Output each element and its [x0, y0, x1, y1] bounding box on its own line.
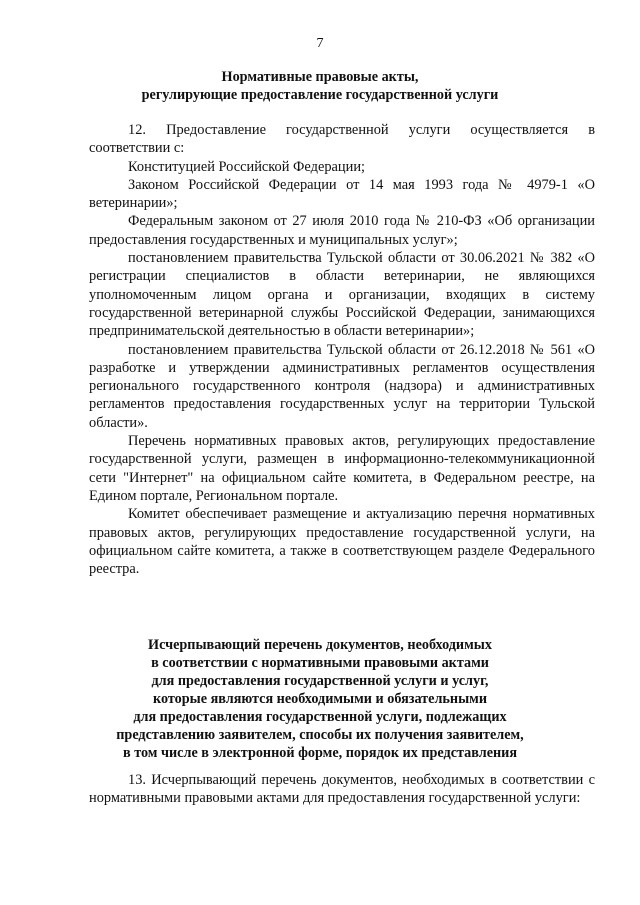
- paragraph-list-publication: Перечень нормативных правовых актов, регулирующих предоставление государственной услуги, размещен в информационно-телекоммуникационной сети "Интернет" на официальном сайте комитета, в Федеральном реестре, на Едином портале, Региональном портале.: [89, 433, 595, 504]
- heading-line: представлению заявителем, способы их получения заявителем,: [116, 727, 524, 743]
- paragraph-12: 12. Предоставление государственной услуги осуществляется в соответствии с:: [89, 122, 595, 157]
- list-item-federal-law-210: Федеральным законом от 27 июля 2010 года № 210-ФЗ «Об организации предоставления государственных и муниципальных услуг»;: [89, 213, 595, 248]
- heading-line: для предоставления государственной услуги и услуг,: [151, 673, 489, 689]
- normative-acts-body: [89, 121, 595, 578]
- list-item-constitution: Конституцией Российской Федерации;: [128, 158, 366, 175]
- heading-line: в том числе в электронной форме, порядок их представления: [122, 745, 518, 761]
- paragraph-13: 13. Исчерпывающий перечень документов, необходимых в соответствии с нормативными правовыми актами для предоставления государственной услуги:: [89, 772, 595, 807]
- paragraph-committee-duty: Комитет обеспечивает размещение и актуализацию перечня нормативных правовых актов, регулирующих предоставление государственной услуги, на официальном сайте комитета, а также в соответствующем разделе Федерального реестра.: [89, 506, 595, 578]
- section-heading-documents: [60, 636, 580, 762]
- documents-body: [89, 771, 595, 808]
- heading-line: Исчерпывающий перечень документов, необходимых: [148, 637, 492, 653]
- section-heading-normative-acts: [60, 68, 580, 104]
- heading-line: регулирующие предоставление государственной услуги: [141, 87, 499, 103]
- heading-line: для предоставления государственной услуги, подлежащих: [133, 709, 507, 725]
- heading-line: в соответствии с нормативными правовыми актами: [151, 655, 489, 671]
- page-number: 7: [316, 36, 324, 51]
- list-item-resolution-382: постановлением правительства Тульской области от 30.06.2021 № 382 «О регистрации специалистов в области ветеринарии, не являющихся уполномоченным лицом органа и организации, входящих в систему государственной ветеринарной службы Российской Федерации, занимающихся предпринимательской деятельностью в области ветеринарии»;: [89, 250, 595, 340]
- list-item-law-veterinary: Законом Российской Федерации от 14 мая 1993 года № 4979-1 «О ветеринарии»;: [89, 176, 595, 212]
- list-item-resolution-561: постановлением правительства Тульской области от 26.12.2018 № 561 «О разработке и утверждении административных регламентов осуществления регионального государственного контроля (надзора) и административных регламентов предоставления государственных услуг на территории Тульской области».: [89, 341, 595, 431]
- heading-line: Нормативные правовые акты,: [221, 69, 419, 85]
- heading-line: которые являются необходимыми и обязательными: [153, 691, 487, 707]
